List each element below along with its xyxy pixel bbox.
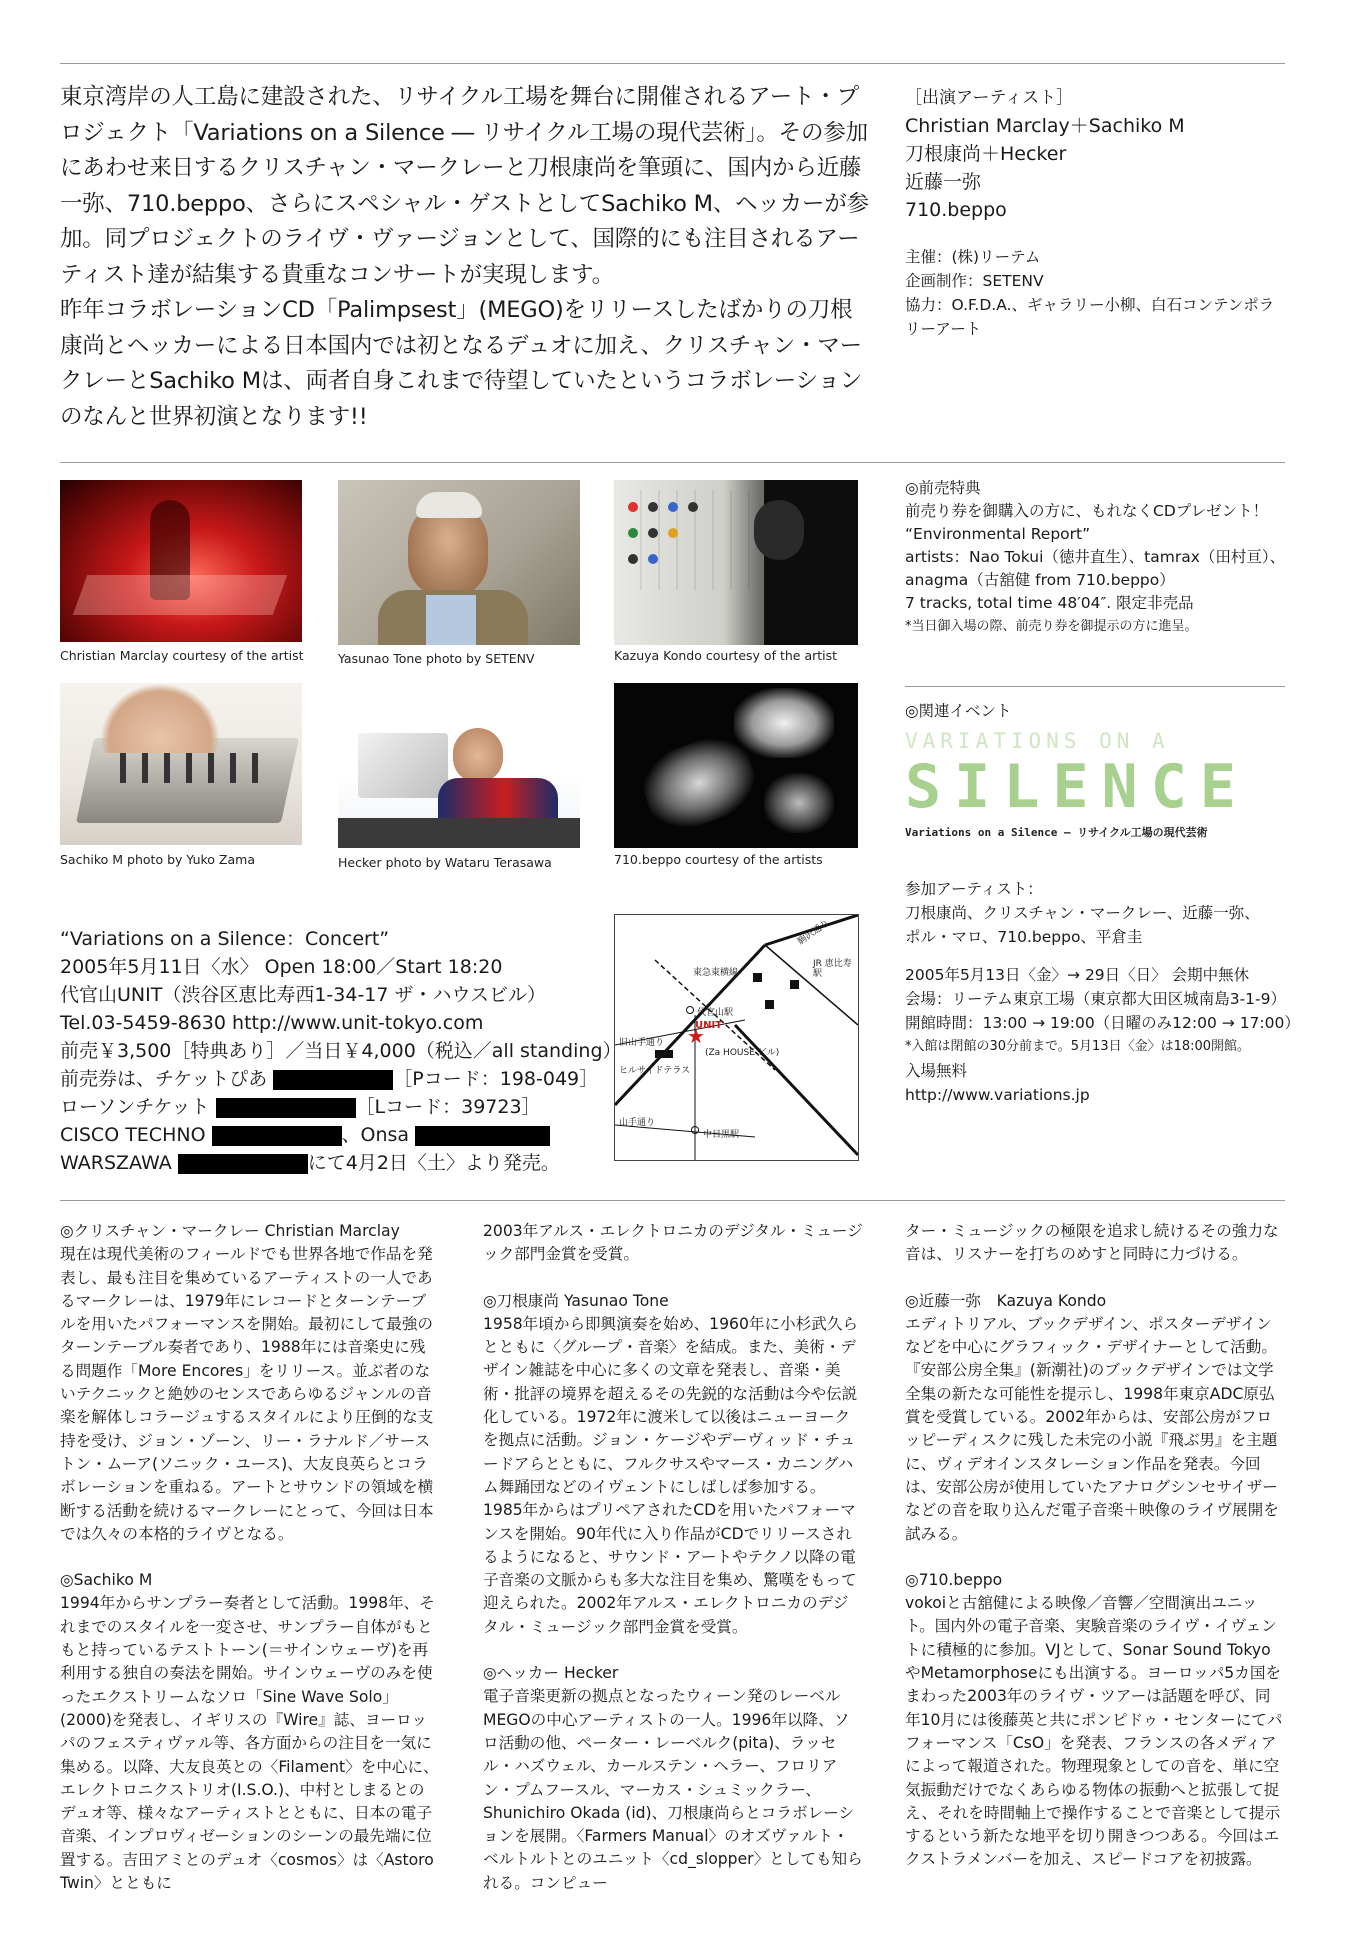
ticket-line [60, 1149, 610, 1177]
photo-caption-name: Christian Marclay [60, 648, 169, 663]
photo-caption-name: Hecker [338, 855, 382, 870]
related-details [905, 877, 1305, 1107]
concert-venue: 代官山UNIT（渋谷区恵比寿西1-34-17 ザ・ハウスビル） [60, 984, 546, 1006]
related-dates: 2005年5月13日〈金〉→ 29日〈日〉 会期中無休 [905, 966, 1250, 984]
concert-price: 前売￥3,500［特典あり］／当日￥4,000（税込／all standing） [60, 1040, 622, 1062]
svg-text:★: ★ [687, 1024, 705, 1048]
photo-caption [338, 651, 535, 666]
bio-column-1 [60, 1220, 440, 1895]
photo-kazuya-kondo [614, 480, 858, 645]
concert-info [60, 925, 622, 1177]
ticket-text: 、Onsa [341, 1124, 410, 1146]
ticket-text: ローソンチケット [60, 1096, 210, 1118]
redacted-block [216, 1098, 356, 1118]
bio-heading: ◎710.beppo [905, 1570, 1003, 1589]
map-label: JR 恵比寿駅 [813, 959, 852, 979]
related-event [905, 699, 1295, 723]
map-label: 駒沢通り [796, 918, 832, 948]
presale-line: artists：Nao Tokui（徳井直生）、tamrax（田村亘）、 [905, 548, 1286, 566]
photo-hecker [338, 683, 580, 848]
photo-caption [60, 852, 255, 867]
performers-block [905, 84, 1285, 224]
presale-line: anagma（古舘健 from 710.beppo） [905, 571, 1175, 589]
intro-paragraph: 東京湾岸の人工島に建設された、リサイクル工場を舞台に開催されるアート・プロジェクト「Variations on a Silence ― リサイクル工場の現代芸術」。その参加にあわせ来日するクリスチャン・マークレーと刀根康尚を筆頭に、国内から近藤一弥、710.beppo、さらにスペシャル・ゲストとしてSachiko M、ヘッカーが参加。同プロジェクトのライヴ・ヴァージョンとして、国際的にも注目されるアーティスト達が結集する貴重なコンサートが実現します。 [60, 84, 869, 288]
presale-note: *当日御入場の際、前売り券を御提示の方に進呈。 [905, 619, 1198, 634]
map-label: ヒルサイドテラス [619, 1066, 691, 1076]
photo-caption-credit: courtesy of the artists [684, 852, 823, 867]
map-label: (Za HOUSE ビル) [705, 1048, 780, 1058]
presale-line: 前売り券を御購入の方に、もれなくCDプレゼント！ [905, 502, 1269, 520]
rule-under-intro [60, 462, 1285, 463]
venue-map [614, 914, 859, 1161]
photo-caption-credit: photo by Yuko Zama [127, 852, 255, 867]
rule-right-middle [905, 686, 1285, 687]
bio-heading: ◎Sachiko M [60, 1571, 153, 1590]
photo-caption-credit: photo by Wataru Terasawa [385, 855, 552, 870]
presale-heading: ◎前売特典 [905, 479, 981, 497]
photo-christian-marclay [60, 480, 302, 642]
top-rule [60, 63, 1285, 64]
ticket-text: 前売券は、チケットぴあ [60, 1068, 268, 1090]
photo-caption-credit: courtesy of the artist [172, 648, 304, 663]
photo-caption [614, 852, 823, 867]
credit-production: 企画制作：SETENV [905, 272, 1044, 290]
bio-text: vokoiと古舘健による映像／音響／空間演出ユニット。国内外の電子音楽、実験音楽のライヴ・イヴェントに積極的に参加。VJとして、Sonar Sound TokyoやMetamorphoseにも出演する。ヨーロッパ5カ国をまわった2003年のライヴ・ツアーは話題を呼び、同年10月には後藤英と共にポンピドゥ・センターにてパフォーマンス「CsO」を発表、フランスの各メディアによって報道された。物理現象としての音を、単に空気振動だけでなくあらゆる物体の振動へと拡張して捉え、それを時間軸上で操作することで音楽として提示するという新たな地平を切り開きつつある。今回はエクストラメンバーを加え、スピードコアを初披露。 [905, 1594, 1283, 1869]
credit-host: 主催：(株)リーテム [905, 248, 1041, 266]
performer-item: Christian Marclay＋Sachiko M [905, 115, 1185, 137]
concert-date: 2005年5月11日〈水〉 Open 18:00／Start 18:20 [60, 956, 503, 978]
redacted-block [273, 1070, 393, 1090]
ticket-text: CISCO TECHNO [60, 1124, 206, 1146]
related-url[interactable]: http://www.variations.jp [905, 1086, 1090, 1104]
credits-block [905, 245, 1285, 341]
bio-heading: ◎刀根康尚 Yasunao Tone [483, 1291, 669, 1310]
logo-sub: Variations on a Silence ― リサイクル工場の現代芸術 [905, 826, 1208, 839]
intro-text [60, 80, 870, 435]
ticket-text: ［Pコード：198-049］ [393, 1068, 599, 1090]
bio-text: 2003年アルス・エレクトロニカのデジタル・ミュージック部門金賞を受賞。 [483, 1222, 863, 1264]
bio-heading: ◎クリスチャン・マークレー Christian Marclay [60, 1222, 400, 1240]
bio-text: 電子音楽更新の拠点となったウィーン発のレーベルMEGOの中心アーティストの一人。1996年以降、ソロ活動の他、ペーター・レーベルク(pita)、ラッセル・ハズウェル、カールステン・ヘラー、フロリアン・プムフースル、マーカス・シュミックラー、Shunichiro Okada (id)、刀根康尚らとコラボレーションを展開。〈Farmers Manual〉のオズヴァルト・ベルトルトとのユニット〈cd_slopper〉としても知られる。コンピュー [483, 1687, 863, 1892]
silence-logo [905, 728, 1249, 840]
performer-item: 710.beppo [905, 199, 1007, 221]
related-note: *入館は閉館の30分前まで。5月13日〈金〉は18:00開館。 [905, 1039, 1251, 1054]
concert-tel: Tel.03-5459-8630 http://www.unit-tokyo.com [60, 1012, 484, 1034]
performer-item: 刀根康尚＋Hecker [905, 143, 1067, 165]
credit-cooperation: 協力：O.F.D.A.、ギャラリー小柳、白石コンテンポラリーアート [905, 296, 1275, 338]
related-artists: ポル・マロ、710.beppo、平倉圭 [905, 928, 1143, 946]
photo-caption-credit: courtesy of the artist [705, 648, 838, 663]
photo-caption [338, 855, 552, 870]
bio-text: 現在は現代美術のフィールドでも世界各地で作品を発表し、最も注目を集めているアーティストの一人であるマークレーは、1979年にレコードとターンテーブルを用いたパフォーマンスを開始。最初にして最強のターンテーブル奏者であり、1988年には音楽史に残る問題作「More Encores」をリリース。並ぶ者のないテクニックと絶妙のセンスであらゆるジャンルの音楽を解体しコラージュするスタイルにより圧倒的な支持を受け、ジョン・ゾーン、リー・ラナルド／サーストン・ムーア(ソニック・ユース)、大友良英らとコラボレーションを重ねる。アートとサウンドの領域を横断する活動を続けるマークレーにとって、今回は日本では久々の本格的ライヴとなる。 [60, 1245, 434, 1543]
ticket-text: WARSZAWA [60, 1152, 172, 1174]
bio-text: 1994年からサンプラー奏者として活動。1998年、それまでのスタイルを一変させ、サンプラー自体がもともと持っているテストトーン(＝サインウェーヴ)を再利用する独自の奏法を開始。サインウェーヴのみを使ったエクストリームなソロ「Sine Wave Solo」(2000)を発表し、イギリスの『Wire』誌、ヨーロッパのフェスティヴァル等、各方面からの注目を一気に集める。以降、大友良英との〈Filament〉を中心に、エレクトロニクストリオ(I.S.O.)、中村としまるとのデュオ等、様々なアーティストとともに、日本の電子音楽、インプロヴィゼーションのシーンの最先端に位置する。吉田アミとのデュオ〈cosmos〉は〈Astoro Twin〉とともに [60, 1594, 439, 1893]
photo-sachiko-m [60, 683, 302, 845]
related-artists-label: 参加アーティスト： [905, 880, 1043, 898]
photo-caption [614, 648, 837, 663]
logo-top: VARIATIONS ON A [905, 729, 1170, 753]
map-label: UNIT [695, 1020, 723, 1031]
ticket-text: にて4月2日〈土〉より発売。 [307, 1152, 560, 1174]
photo-caption-credit: photo by SETENV [425, 651, 535, 666]
bio-heading: ◎近藤一弥 Kazuya Kondo [905, 1291, 1107, 1310]
map-label: 中目黒駅 [703, 1130, 740, 1140]
photo-caption-name: 710.beppo [614, 852, 681, 867]
presale-bonus [905, 477, 1295, 638]
redacted-block [178, 1154, 308, 1174]
performer-item: 近藤一弥 [905, 171, 982, 193]
logo-big: SILENCE [905, 752, 1249, 822]
map-label: 代官山駅 [697, 1008, 734, 1018]
related-fee: 入場無料 [905, 1062, 968, 1080]
ticket-line [60, 1121, 610, 1149]
related-artists: 刀根康尚、クリスチャン・マークレー、近藤一弥、 [905, 904, 1260, 922]
map-label: 旧山手通り [619, 1038, 665, 1048]
presale-line: “Environmental Report” [905, 525, 1091, 543]
ticket-text: ［Lコード：39723］ [355, 1096, 541, 1118]
photo-caption [60, 648, 304, 663]
ticket-line [60, 1093, 610, 1121]
photo-caption-name: Yasunao Tone [338, 651, 422, 666]
photo-caption-name: Sachiko M [60, 852, 124, 867]
map-label: 山手通り [619, 1118, 656, 1128]
bio-text: 1958年頃から即興演奏を始め、1960年に小杉武久らとともに〈グループ・音楽〉を結成。また、美術・デザイン雑誌を中心に多くの文章を発表し、音楽・美術・批評の境界を超えるその先鋭的な活動は今や伝説化している。1972年に渡米して以後はニューヨークを拠点に活動。ジョン・ケージやデーヴィッド・チュードアらとともに、フルクサスやマース・カニングハム舞踊団などのイヴェントにしばしば参加する。1985年からはプリペアされたCDを用いたパフォーマンスを開始。90年代に入り作品がCDでリリースされるようになると、サウンド・アートやテクノ以降の電子音楽の文脈からも多大な注目を集め、驚嘆をもって迎えられた。2002年アルス・エレクトロニカのデジタル・ミュージック部門金賞を受賞。 [483, 1314, 859, 1636]
photo-yasunao-tone [338, 480, 580, 645]
bio-heading: ◎ヘッカー Hecker [483, 1664, 619, 1683]
presale-line: 7 tracks, total time 48′04″. 限定非売品 [905, 594, 1194, 612]
related-heading: ◎関連イベント [905, 702, 1012, 720]
bio-column-3 [905, 1220, 1285, 1872]
rule-above-bios [60, 1200, 1285, 1201]
bio-text: ター・ミュージックの極限を追求し続けるその強力な音は、リスナーを打ちのめすと同時に力づける。 [905, 1222, 1279, 1264]
photo-caption-name: Kazuya Kondo [614, 648, 702, 663]
related-venue: 会場：リーテム東京工場（東京都大田区城南島3-1-9） [905, 990, 1286, 1008]
map-label: 東急東横線 [693, 968, 739, 978]
photo-710-beppo [614, 683, 858, 848]
redacted-block [415, 1126, 550, 1146]
bio-text: エディトリアル、ブックデザイン、ポスターデザインなどを中心にグラフィック・デザイナーとして活動。『安部公房全集』(新潮社)のブックデザインでは文学全集の新たな可能性を提示し、1998年東京ADC原弘賞を受賞している。2002年からは、安部公房がフロッピーディスクに残した未完の小説『飛ぶ男』を主題に、ヴィデオインスタレーション作品を発表。今回は、安部公房が使用していたアナログシンセサイザーなどの音を取り込んだ電子音楽＋映像のライヴ展開を試みる。 [905, 1314, 1279, 1543]
redacted-block [212, 1126, 342, 1146]
ticket-line [60, 1065, 610, 1093]
concert-title: “Variations on a Silence：Concert” [60, 928, 390, 950]
performers-heading: ［出演アーティスト］ [905, 88, 1074, 108]
related-hours: 開館時間：13:00 → 19:00（日曜のみ12:00 → 17:00） [905, 1014, 1300, 1032]
intro-paragraph: 昨年コラボレーションCD「Palimpsest」(MEGO)をリリースしたばかりの刀根康尚とヘッカーによる日本国内では初となるデュオに加え、クリスチャン・マークレーとSachiko Mは、両者自身これまで待望していたというコラボレーションのなんと世界初演となります!! [60, 297, 863, 430]
bio-column-2 [483, 1220, 863, 1895]
